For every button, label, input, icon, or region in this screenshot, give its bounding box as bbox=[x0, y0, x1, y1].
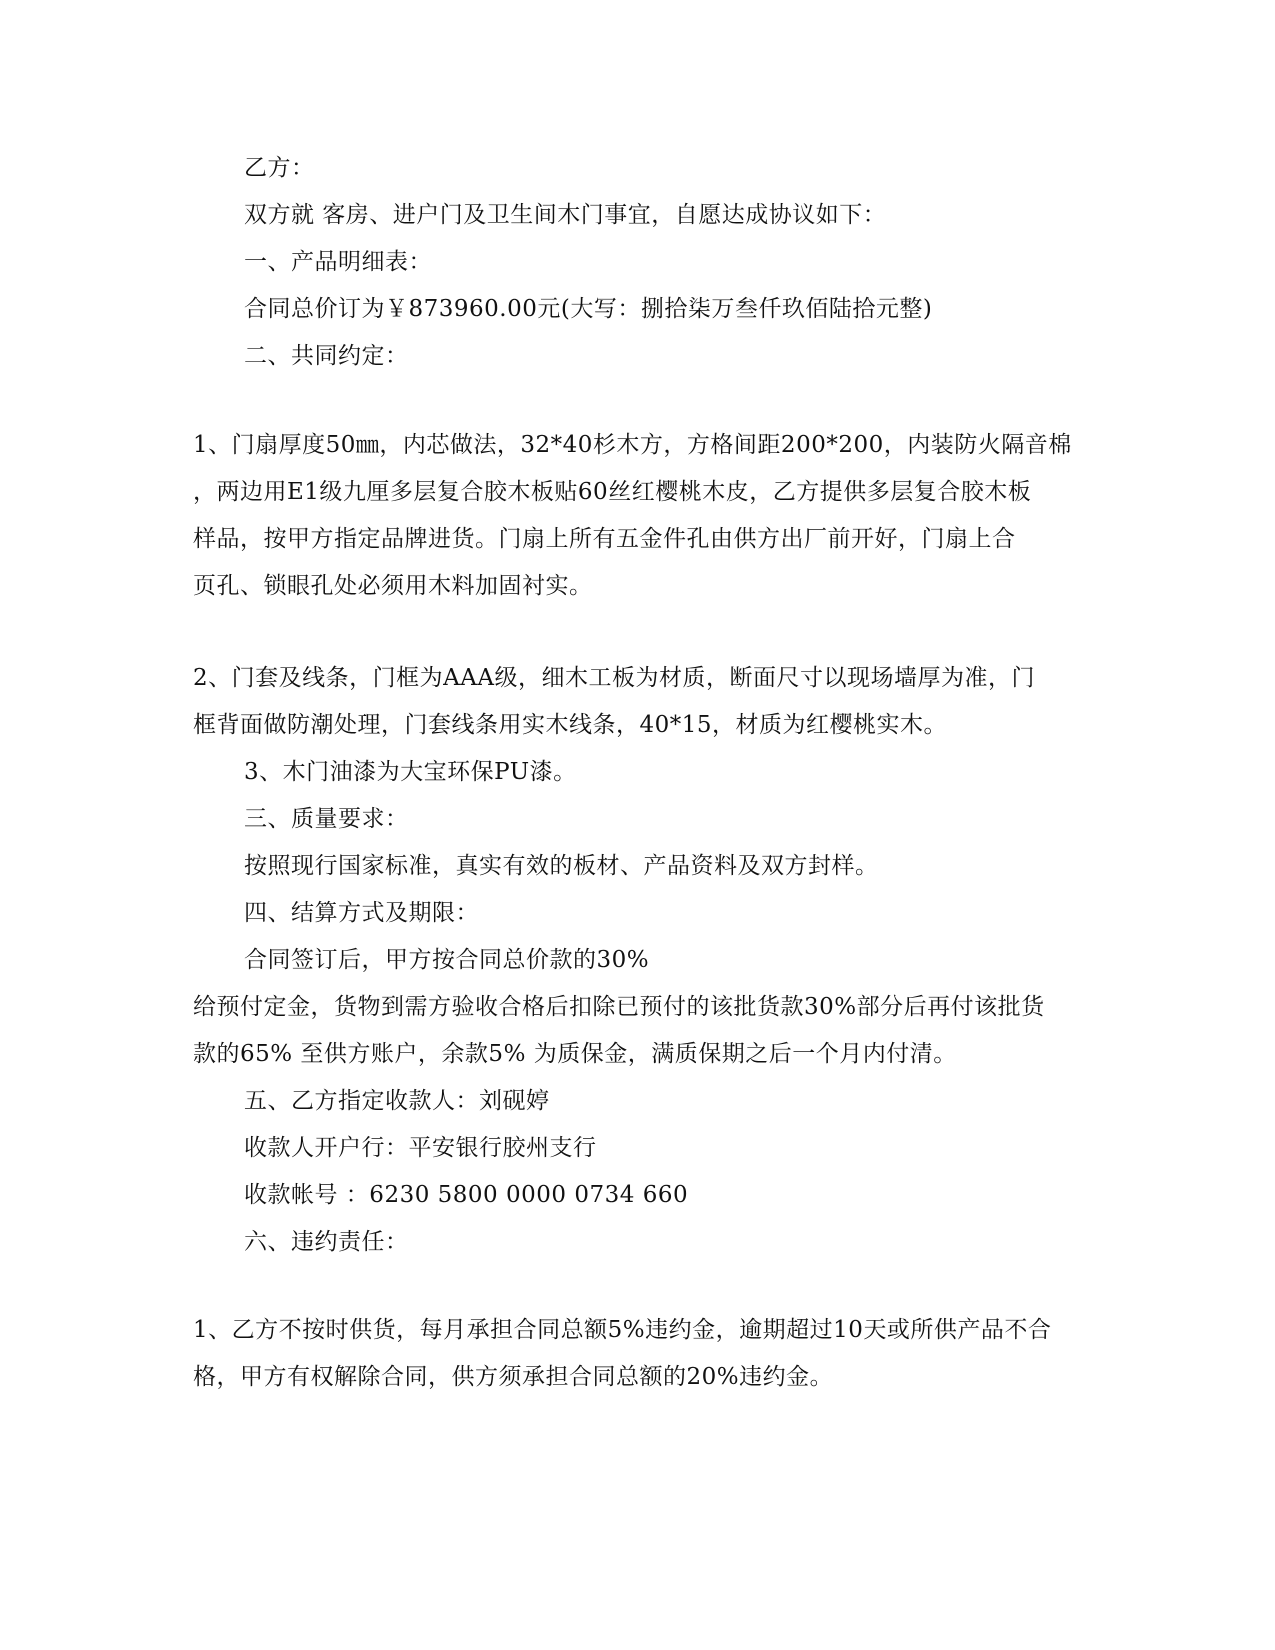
payment-line: 合同签订后，甲方按合同总价款的30% bbox=[244, 947, 650, 973]
clause-1-line: 1、门扇厚度50㎜，内芯做法，32*40杉木方，方格间距200*200，内装防火隔音棉 bbox=[193, 432, 1072, 458]
quality-paragraph: 按照现行国家标准，真实有效的板材、产品资料及双方封样。 bbox=[244, 853, 879, 879]
breach-1-line: 1、乙方不按时供货，每月承担合同总额5%违约金，逾期超过10天或所供产品不合 bbox=[193, 1317, 1052, 1343]
clause-1-line: ，两边用E1级九厘多层复合胶木板贴60丝红樱桃木皮，乙方提供多层复合胶木板 bbox=[193, 479, 1032, 505]
clause-1-line: 样品，按甲方指定品牌进货。门扇上所有五金件孔由供方出厂前开好，门扇上合 bbox=[193, 526, 1016, 552]
payment-line: 款的65% 至供方账户，余款5% 为质保金，满质保期之后一个月内付清。 bbox=[193, 1041, 957, 1067]
clause-1-line: 页孔、锁眼孔处必须用木料加固衬实。 bbox=[193, 573, 593, 599]
section-5-title: 五、乙方指定收款人：刘砚婷 bbox=[244, 1088, 550, 1114]
clause-3-line: 3、木门油漆为大宝环保PU漆。 bbox=[244, 759, 577, 785]
payment-line: 给预付定金，货物到需方验收合格后扣除已预付的该批货款30%部分后再付该批货 bbox=[193, 994, 1045, 1020]
section-2-title: 二、共同约定： bbox=[244, 343, 409, 369]
total-price-line: 合同总价订为￥873960.00元(大写：捌拾柒万叁仟玖佰陆拾元整) bbox=[244, 296, 933, 322]
party-b-label: 乙方： bbox=[244, 155, 315, 181]
section-1-title: 一、产品明细表： bbox=[244, 249, 432, 275]
clause-2-line: 2、门套及线条，门框为AAA级，细木工板为材质，断面尺寸以现场墙厚为准，门 bbox=[193, 665, 1035, 691]
bank-line: 收款人开户行：平安银行胶州支行 bbox=[244, 1135, 597, 1161]
section-6-title: 六、违约责任： bbox=[244, 1229, 409, 1255]
clause-2-line: 框背面做防潮处理，门套线条用实木线条，40*15，材质为红樱桃实木。 bbox=[193, 712, 948, 738]
account-line: 收款帐号 ：6230 5800 0000 0734 660 bbox=[244, 1182, 689, 1208]
section-4-title: 四、结算方式及期限： bbox=[244, 900, 479, 926]
intro-paragraph: 双方就 客房、进户门及卫生间木门事宜，自愿达成协议如下： bbox=[244, 202, 887, 228]
breach-1-line: 格，甲方有权解除合同，供方须承担合同总额的20%违约金。 bbox=[193, 1364, 834, 1390]
section-3-title: 三、质量要求： bbox=[244, 806, 409, 832]
